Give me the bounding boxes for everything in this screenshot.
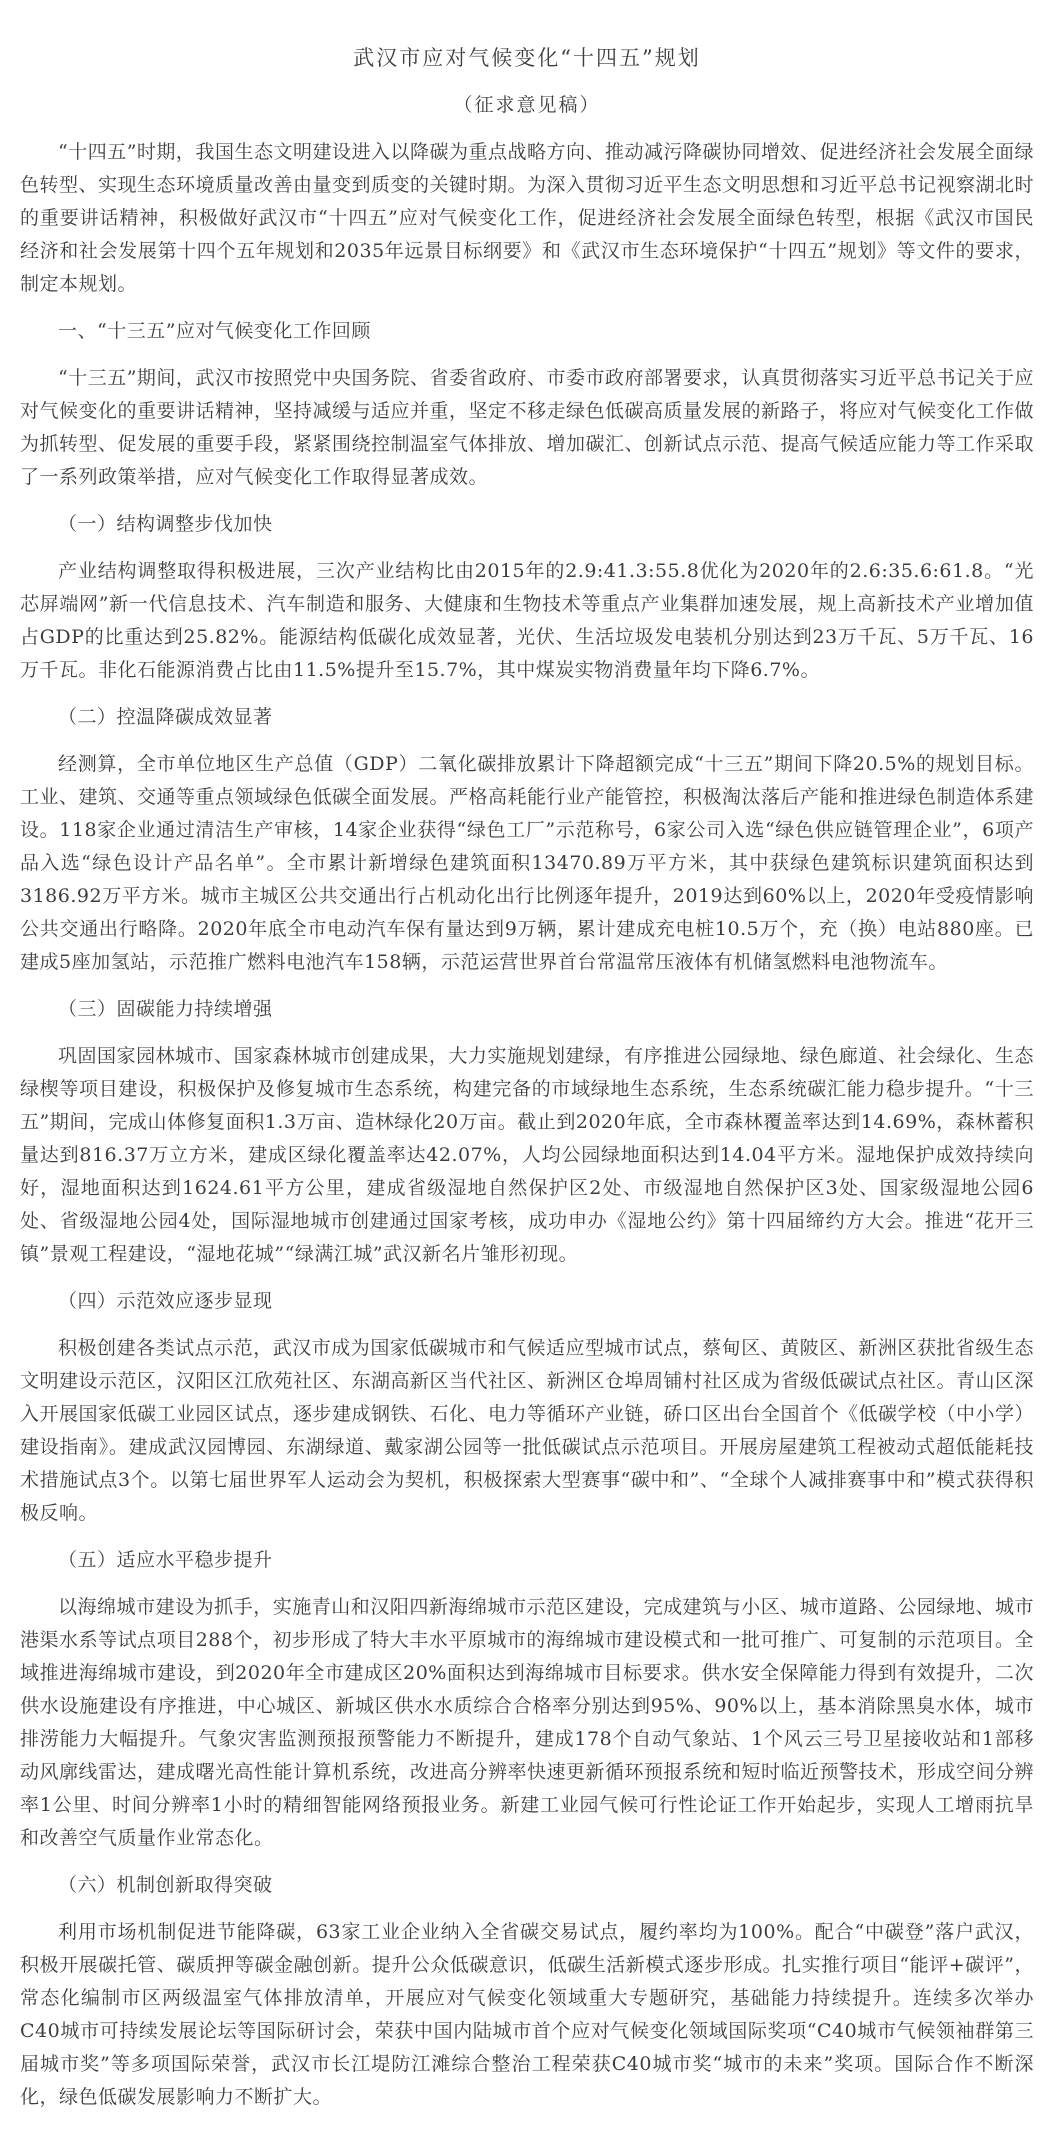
document-subtitle: （征求意见稿）	[453, 94, 601, 116]
section-5-paragraph: 以海绵城市建设为抓手，实施青山和汉阳四新海绵城市示范区建设，完成建筑与小区、城市道路、公园绿地、城市港渠水系等试点项目288个，初步形成了特大丰水平原城市的海绵城市建设模式和一批可推广、可复制的示范项目。全域推进海绵城市建设，到2020年全市建成区20%面积达到海绵城市目标要求。供水安全保障能力得到有效提升，二次供水设施建设有序推进，中心城区、新城区供水水质综合合格率分别达到95%、90%以上，基本消除黑臭水体，城市排涝能力大幅提升。气象灾害监测预报预警能力不断提升，建成178个自动气象站、1个风云三号卫星接收站和1部移动风廓线雷达，建成曙光高性能计算机系统，改进高分辨率快速更新循环预报系统和短时临近预警技术，形成空间分辨率1公里、时间分辨率1小时的精细智能网络预报业务。新建工业园气候可行性论证工作开始起步，实现人工增雨抗旱和改善空气质量作业常态化。	[20, 1596, 1035, 1849]
section-4-heading: （四）示范效应逐步显现	[58, 1290, 273, 1312]
section-6-heading: （六）机制创新取得突破	[58, 1874, 273, 1896]
section-6-paragraph: 利用市场机制促进节能降碳，63家工业企业纳入全省碳交易试点，履约率均为100%。配合“中碳登”落户武汉，积极开展碳托管、碳质押等碳金融创新。提升公众低碳意识，低碳生活新模式逐步形成。扎实推行项目“能评+碳评”，常态化编制市区两级温室气体排放清单，开展应对气候变化领域重大专题研究，基础能力持续提升。连续多次举办C40城市可持续发展论坛等国际研讨会，荣获中国内陆城市首个应对气候变化领域国际奖项“C40城市气候领袖群第三届城市奖”等多项国际荣誉，武汉市长江堤防江滩综合整治工程荣获C40城市奖“城市的未来”奖项。国际合作不断深化，绿色低碳发展影响力不断扩大。	[20, 1921, 1034, 2108]
section-5-heading: （五）适应水平稳步提升	[58, 1549, 273, 1571]
chapter-1-heading: 一、“十三五”应对气候变化工作回顾	[58, 320, 371, 342]
section-1-heading: （一）结构调整步伐加快	[58, 513, 273, 535]
section-3-paragraph: 巩固国家园林城市、国家森林城市创建成果，大力实施规划建绿，有序推进公园绿地、绿色廊道、社会绿化、生态绿楔等项目建设，积极保护及修复城市生态系统，构建完备的市域绿地生态系统，生态系统碳汇能力稳步提升。“十三五”期间，完成山体修复面积1.3万亩、造林绿化20万亩。截止到2020年底，全市森林覆盖率达到14.69%，森林蓄积量达到816.37万立方米，建成区绿化覆盖率达42.07%，人均公园绿地面积达到14.04平方米。湿地保护成效持续向好，湿地面积达到1624.61平方公里，建成省级湿地自然保护区2处、市级湿地自然保护区3处、国家级湿地公园6处、省级湿地公园4处，国际湿地城市创建通过国家考核，成功申办《湿地公约》第十四届缔约方大会。推进“花开三镇”景观工程建设，“湿地花城”“绿满江城”武汉新名片雏形初现。	[20, 1045, 1034, 1265]
intro-paragraph: “十四五”时期，我国生态文明建设进入以降碳为重点战略方向、推动减污降碳协同增效、促进经济社会发展全面绿色转型、实现生态环境质量改善由量变到质变的关键时期。为深入贯彻习近平生态文明思想和习近平总书记视察湖北时的重要讲话精神，积极做好武汉市“十四五”应对气候变化工作，促进经济社会发展全面绿色转型，根据《武汉市国民经济和社会发展第十四个五年规划和2035年远景目标纲要》和《武汉市生态环境保护“十四五”规划》等文件的要求，制定本规划。	[20, 141, 1035, 295]
section-4-paragraph: 积极创建各类试点示范，武汉市成为国家低碳城市和气候适应型城市试点，蔡甸区、黄陂区、新洲区获批省级生态文明建设示范区，汉阳区江欣苑社区、东湖高新区当代社区、新洲区仓埠周铺村社区成为省级低碳试点社区。青山区深入开展国家低碳工业园区试点，逐步建成钢铁、石化、电力等循环产业链，硚口区出台全国首个《低碳学校（中小学）建设指南》。建成武汉园博园、东湖绿道、戴家湖公园等一批低碳试点示范项目。开展房屋建筑工程被动式超低能耗技术措施试点3个。以第七届世界军人运动会为契机，积极探索大型赛事“碳中和”、“全球个人减排赛事中和”模式获得积极反响。	[20, 1337, 1035, 1524]
document-title: 武汉市应对气候变化“十四五”规划	[353, 46, 701, 70]
section-2-heading: （二）控温降碳成效显著	[58, 706, 273, 728]
chapter-1-lead-paragraph: “十三五”期间，武汉市按照党中央国务院、省委省政府、市委市政府部署要求，认真贯彻落实习近平总书记关于应对气候变化的重要讲话精神，坚持减缓与适应并重，坚定不移走绿色低碳高质量发展的新路子，将应对气候变化工作做为抓转型、促发展的重要手段，紧紧围绕控制温室气体排放、增加碳汇、创新试点示范、提高气候适应能力等工作采取了一系列政策举措，应对气候变化工作取得显著成效。	[20, 367, 1035, 488]
section-3-heading: （三）固碳能力持续增强	[58, 998, 273, 1020]
section-1-paragraph: 产业结构调整取得积极进展，三次产业结构比由2015年的2.9:41.3:55.8优化为2020年的2.6:35.6:61.8。“光芯屏端网”新一代信息技术、汽车制造和服务、大健康和生物技术等重点产业集群加速发展，规上高新技术产业增加值占GDP的比重达到25.82%。能源结构低碳化成效显著，光伏、生活垃圾发电装机分别达到23万千瓦、5万千瓦、16万千瓦。非化石能源消费占比由11.5%提升至15.7%，其中煤炭实物消费量年均下降6.7%。	[20, 560, 1034, 681]
section-2-paragraph: 经测算，全市单位地区生产总值（GDP）二氧化碳排放累计下降超额完成“十三五”期间下降20.5%的规划目标。工业、建筑、交通等重点领域绿色低碳全面发展。严格高耗能行业产能管控，积极淘汰落后产能和推进绿色制造体系建设。118家企业通过清洁生产审核，14家企业获得“绿色工厂”示范称号，6家公司入选“绿色供应链管理企业”，6项产品入选“绿色设计产品名单”。全市累计新增绿色建筑面积13470.89万平方米，其中获绿色建筑标识建筑面积达到3186.92万平方米。城市主城区公共交通出行占机动化出行比例逐年提升，2019达到60%以上，2020年受疫情影响公共交通出行略降。2020年底全市电动汽车保有量达到9万辆，累计建成充电桩10.5万个，充（换）电站880座。已建成5座加氢站，示范推广燃料电池汽车158辆，示范运营世界首台常温常压液体有机储氢燃料电池物流车。	[20, 753, 1035, 973]
